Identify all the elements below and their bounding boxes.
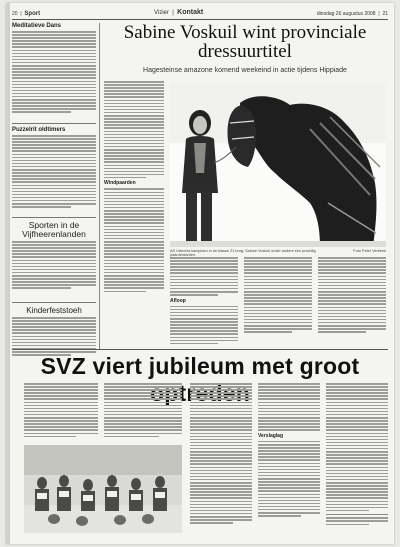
page-number-left: 20 — [12, 11, 18, 17]
article-subheadline: Hagesteinse amazone komend weekeind in actie tijdens Hippiade — [143, 67, 347, 74]
body-text — [24, 383, 98, 437]
article-footnote — [326, 514, 388, 525]
article2-column-2 — [104, 383, 182, 439]
article2-column-5 — [326, 383, 388, 527]
body-text — [326, 383, 388, 511]
article-column-4 — [318, 257, 386, 334]
body-text — [12, 241, 96, 289]
body-text — [190, 383, 252, 524]
newspaper-page — [6, 3, 394, 544]
photo-caption: AS Utrechts kampioen in de klasse Z1 brug: Sabine Voskuil onder andere een prachtig paardenkleden. — [170, 249, 316, 257]
body-text — [104, 188, 164, 292]
photo-credit: Foto Peter Verbeek — [353, 249, 386, 253]
sidebar-title: Sporten in de Vijfheerenlanden — [22, 220, 86, 239]
group-photo-illustration — [24, 445, 182, 533]
issue-date: dinsdag 26 augustus 2008 — [316, 11, 376, 17]
sidebar-title: Puzzelrit oldtimers — [12, 127, 66, 133]
article-column-3 — [244, 257, 312, 334]
header-left: 20 | Sport — [12, 11, 41, 17]
horse-photo — [170, 83, 386, 247]
subheading-verslaglag: Verslaglag — [258, 432, 284, 439]
sidebar-title: Meditatieve Dans — [12, 23, 62, 29]
sidebar-block-puzzelrit — [12, 121, 96, 209]
sidebar-title: Kinderfeststoeh — [26, 306, 82, 315]
body-text — [244, 257, 312, 333]
body-text — [258, 441, 320, 517]
header-rule — [12, 19, 388, 20]
article2-column-4 — [258, 383, 320, 518]
body-text — [104, 81, 164, 178]
section-name-right: Kontakt — [177, 9, 204, 16]
article2-headline: SVZ viert jubileum met groot — [40, 353, 360, 379]
sidebar-block-sporten — [12, 215, 96, 291]
header-right: dinsdag 26 augustus 2008 | 21 — [316, 11, 388, 17]
section-name-left: Sport — [24, 11, 41, 17]
section-rule — [12, 349, 388, 350]
left-sidebar — [12, 23, 96, 353]
article-column-2 — [170, 257, 238, 346]
header-center: Vizier | Kontakt — [154, 9, 204, 16]
subheading-afloop: Afloop — [170, 297, 186, 304]
article2-column-3 — [190, 383, 252, 525]
body-text — [258, 383, 320, 431]
article-column-1 — [104, 81, 164, 294]
body-text — [318, 257, 386, 333]
subheading-windpaarden: Windpaarden — [104, 180, 136, 187]
page-spine — [6, 3, 10, 544]
body-text — [12, 135, 96, 208]
body-text — [170, 257, 238, 296]
horse-and-rider-illustration — [170, 83, 386, 247]
page-header — [12, 9, 388, 19]
group-photo — [24, 445, 182, 533]
sidebar-divider — [99, 23, 100, 349]
page-number-right: 21 — [382, 11, 388, 17]
sidebar-block-meditatieve-dans — [12, 23, 96, 115]
body-text — [12, 31, 96, 113]
article2-column-1 — [24, 383, 98, 439]
body-text — [104, 383, 182, 437]
paper-name: Vizier — [154, 10, 169, 16]
article-headline: Sabine Voskuil wint provinciale dressuurtitel — [123, 22, 367, 62]
body-text — [170, 306, 238, 345]
